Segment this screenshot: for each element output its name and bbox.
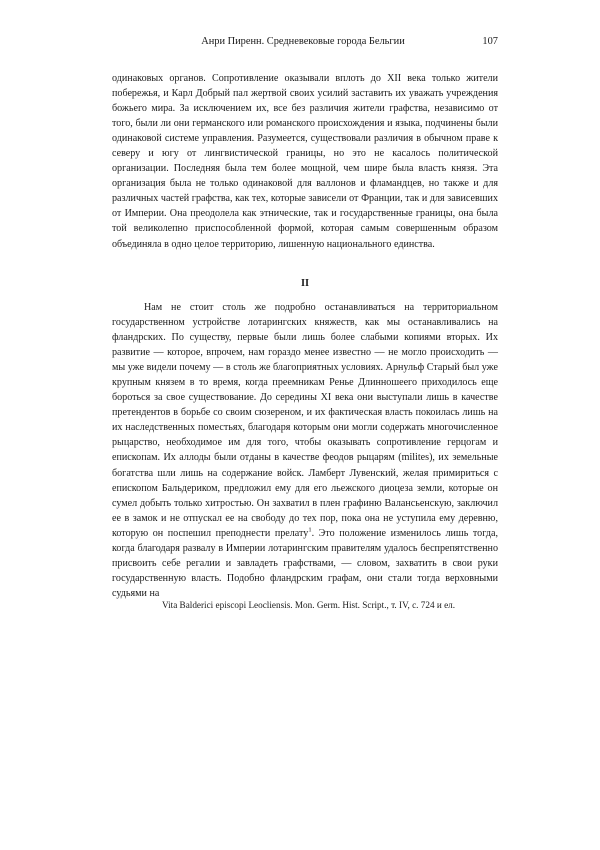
page-number: 107 [482, 36, 498, 47]
paragraph-text: Нам не стоит столь же подробно останавливаться на территориальном государственном устройстве лотарингских княжеств, как мы останавливались на фландрских. По существу, первые были лишь более слабыми копиями вторых. Их развитие — которое, впрочем, нам гораздо менее известно — не могло происходить — мы уже видели почему — в столь же благоприятных условиях. Арнульф Старый был уже крупным князем в то время, когда преемникам Ренье Длинношеего приходилось еще бороться за свое существование. До середины XI века они выступали лишь в качестве претендентов в борьбе со своим сюзереном, и их фактическая власть покоилась лишь на их наследственных поместьях, благодаря которым они могли содержать многочисленное рыцарство, необходимое им для того, чтобы оказывать сопротивление герцогам и епископам. Их аллоды были отданы в качестве феодов рыцарям (milites), их земельные богатства шли лишь на содержание войск. Ламберт Лувенский, желая примириться с епископом Бальдериком, предложил ему для его льежского диоцеза земли, которые он сумел добыть только хитростью. Он захватил в плен графиню Валансьенскую, заключил ее в замок и не отпускал ее на свободу до тех пор, пока она не уступила ему деревню, которую он поспешил преподнести прелату [112, 302, 498, 539]
text-block-top [112, 71, 498, 252]
paragraph-text: . Это положение изменилось лишь тогда, когда благодаря развалу в Империи лотарингским правителям удалось беспрепятственно присвоить себе регалии и завладеть графствами, — словом, захватить в свои руки государственную власть. Подобно фландрским графам, они стали тогда верховными судьями на [112, 527, 498, 599]
footnote-marker[interactable]: 1 [308, 526, 312, 534]
footnote: Vita Balderici episcopi Leocliensis. Mon. Germ. Hist. Script., т. IV, с. 724 и ел. [162, 600, 456, 610]
page-header [108, 36, 498, 50]
running-title: Анри Пиренн. Средневековые города Бельгии [201, 36, 405, 47]
paragraph: одинаковых органов. Сопротивление оказывали вплоть до XII века только жители побережья, и Карл Добрый пал жертвой своих усилий заставить их уважать учреждения божьего мира. За исключением их, все без различия жители графства, независимо от того, были ли они германского или романского происхождения и языка, подчинены были одинаковой системе управления. Разумеется, существовали различия в обычном праве к северу и югу от лингвистической границы, но это не касалось политической организации. Последняя была тем более мощной, чем шире была власть князя. Эта организация была не только одинаковой для валлонов и фламандцев, но также и для различных частей графства, как тех, которые зависели от Франции, так и для зависевших от Империи. Она преодолела как этнические, так и государственные границы, она была той великолепно приспособленной формой, которая самым совершенным образом объединяла в одно целое территорию, лишенную национального единства. [112, 73, 498, 250]
text-block-section-2 [112, 300, 498, 601]
paragraph [112, 300, 498, 601]
section-heading: II [300, 278, 310, 289]
